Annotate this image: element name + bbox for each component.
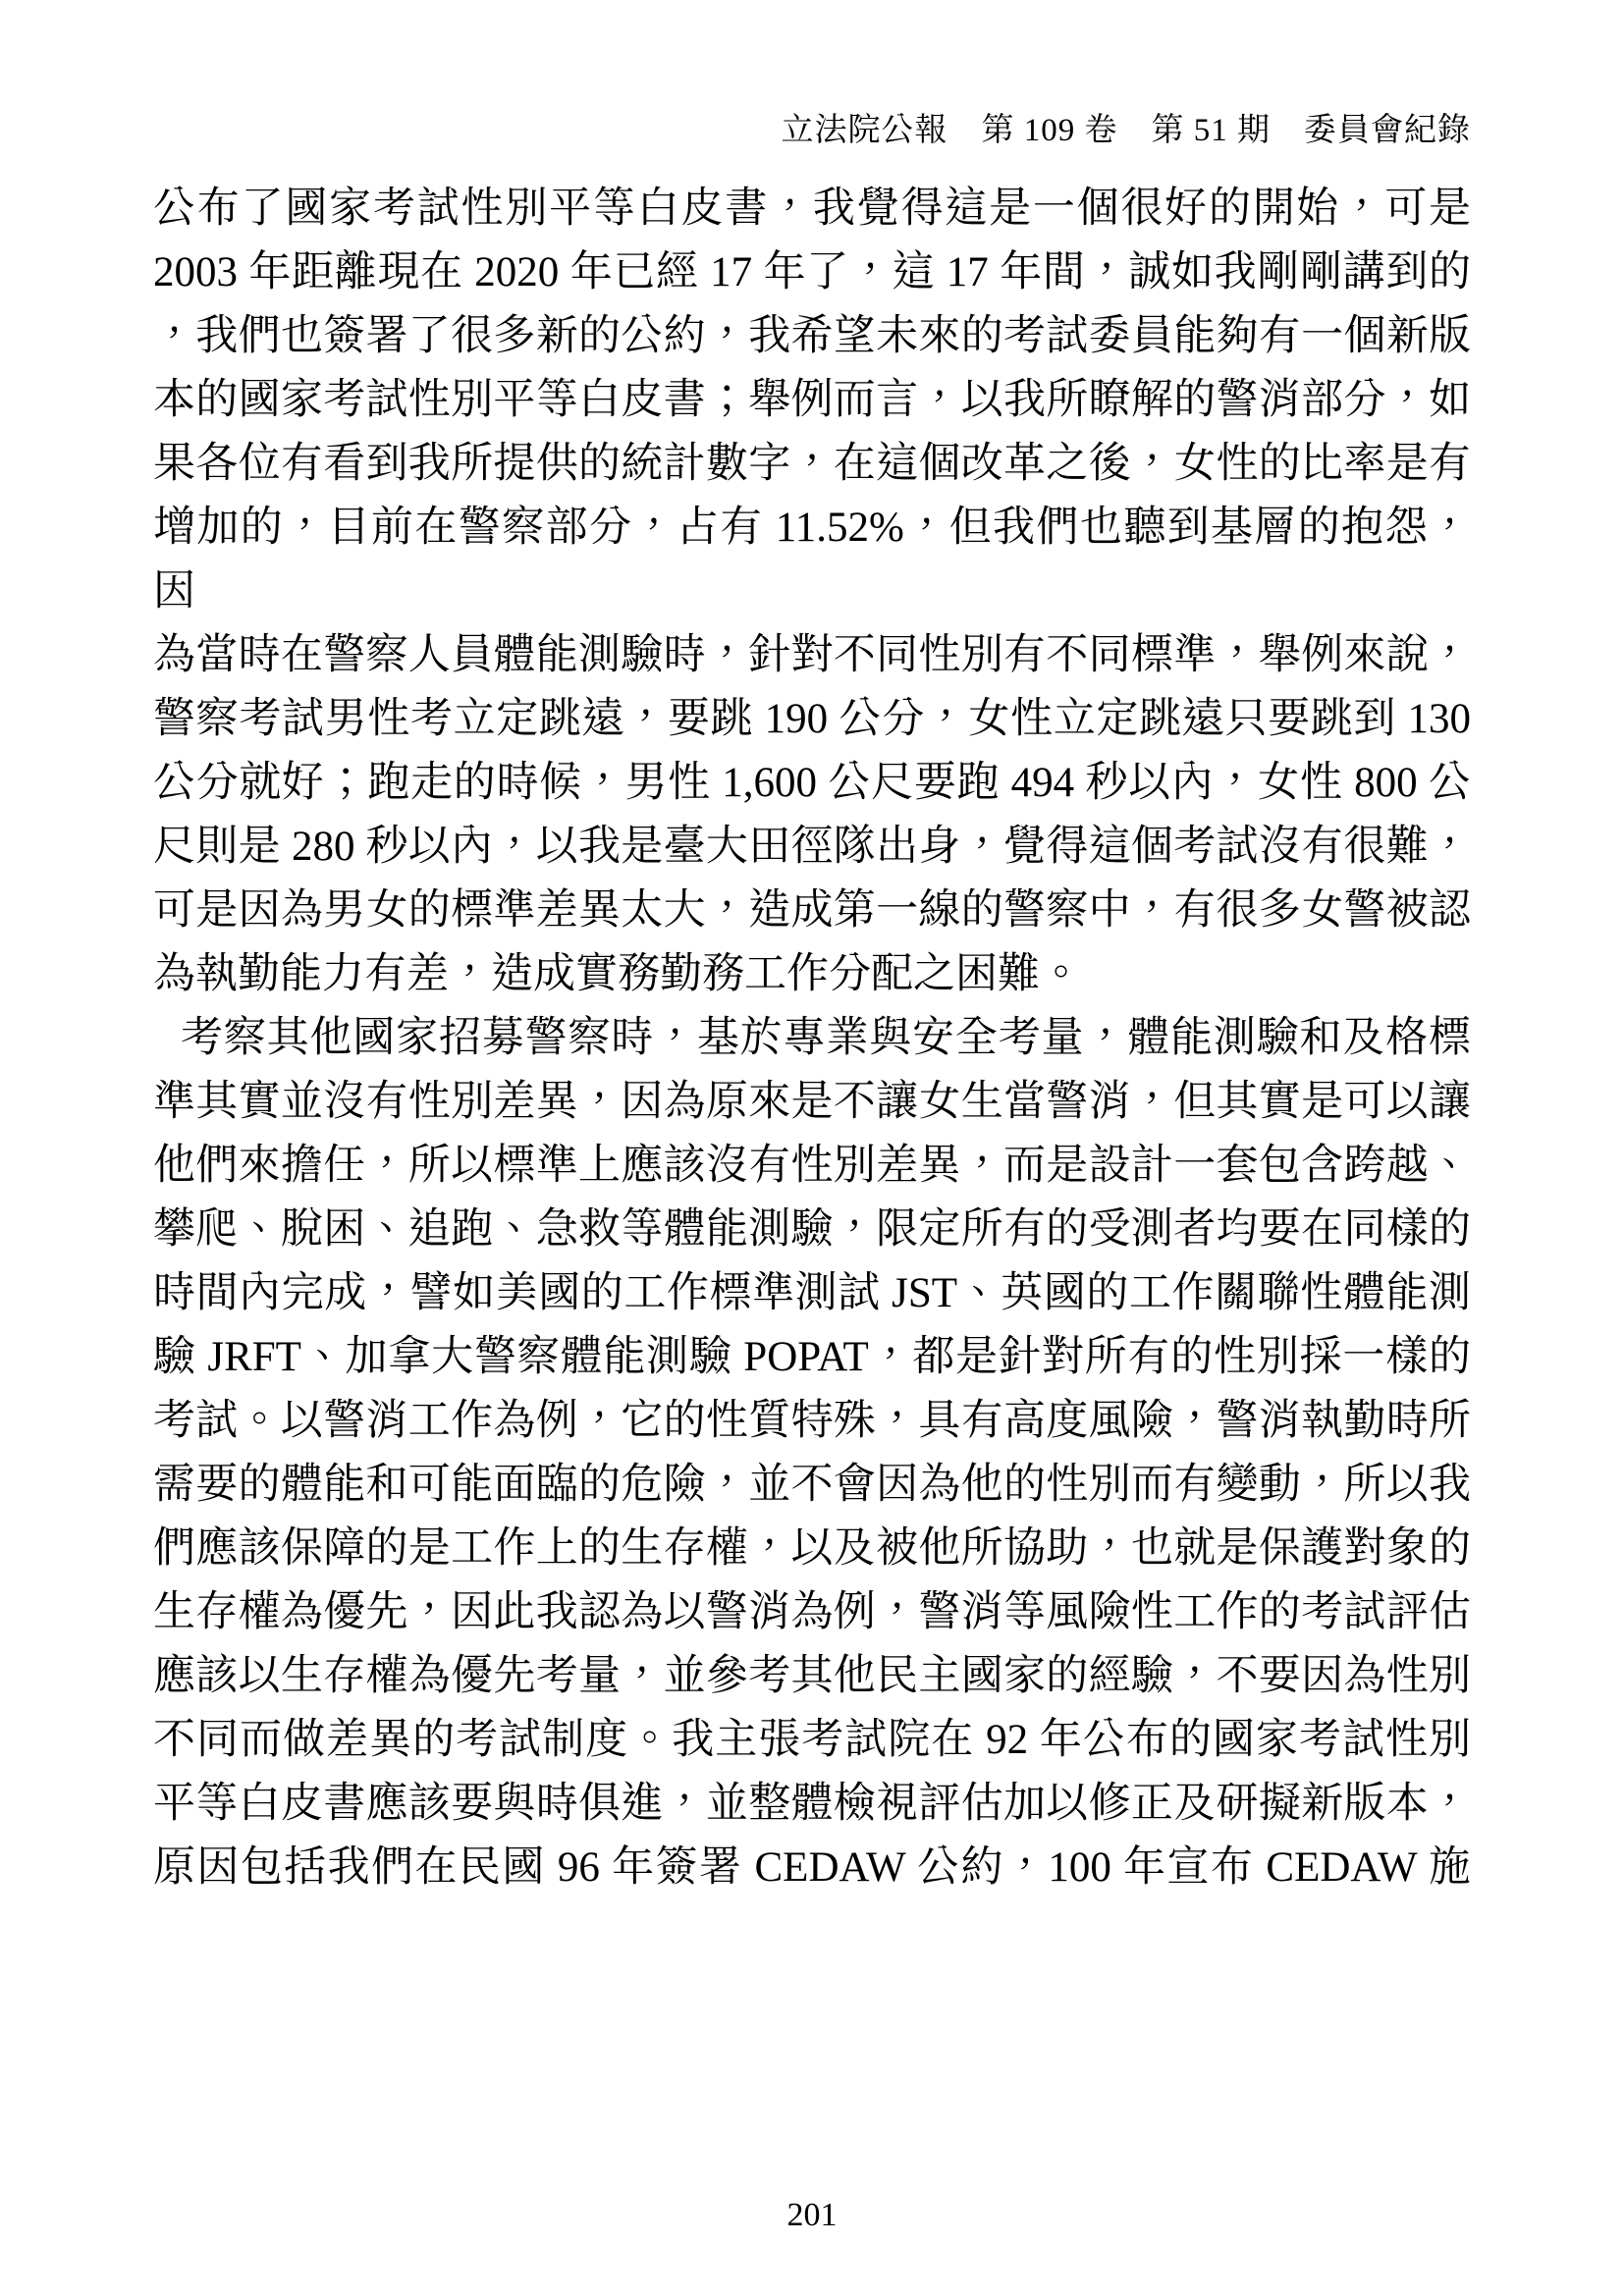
text-line: 公布了國家考試性別平等白皮書，我覺得這是一個很好的開始，可是	[153, 186, 1471, 232]
text-line: 公分就好；跑走的時候，男性 1,600 公尺要跑 494 秒以內，女性 800 公	[153, 760, 1471, 806]
text-line: 尺則是 280 秒以內，以我是臺大田徑隊出身，覺得這個考試沒有很難，	[153, 824, 1471, 870]
text-line: 準其實並沒有性別差異，因為原來是不讓女生當警消，但其實是可以讓	[153, 1079, 1471, 1125]
text-line: 可是因為男女的標準差異太大，造成第一線的警察中，有很多女警被認	[153, 887, 1471, 934]
text-line: 應該以生存權為優先考量，並參考其他民主國家的經驗，不要因為性別	[153, 1653, 1471, 1699]
text-line: 需要的體能和可能面臨的危險，並不會因為他的性別而有變動，所以我	[153, 1462, 1471, 1508]
document-body	[153, 177, 1471, 1899]
paragraph	[153, 177, 1471, 1006]
paragraph	[153, 1006, 1471, 1899]
text-line: 增加的，目前在警察部分，占有 11.52%，但我們也聽到基層的抱怨，因	[153, 505, 1471, 614]
text-line: 考察其他國家招募警察時，基於專業與安全考量，體能測驗和及格標	[181, 1015, 1471, 1061]
text-line: 生存權為優先，因此我認為以警消為例，警消等風險性工作的考試評估	[153, 1589, 1471, 1635]
text-line: 原因包括我們在民國 96 年簽署 CEDAW 公約，100 年宣布 CEDAW 施	[153, 1844, 1471, 1891]
text-line: 為當時在警察人員體能測驗時，針對不同性別有不同標準，舉例來說，	[153, 632, 1471, 678]
text-line: 攀爬、脫困、追跑、急救等體能測驗，限定所有的受測者均要在同樣的	[153, 1206, 1471, 1253]
text-line: ，我們也簽署了很多新的公約，我希望未來的考試委員能夠有一個新版	[153, 313, 1471, 359]
text-line: 本的國家考試性別平等白皮書；舉例而言，以我所瞭解的警消部分，如	[153, 377, 1471, 423]
text-line: 考試。以警消工作為例，它的性質特殊，具有高度風險，警消執勤時所	[153, 1398, 1471, 1444]
header-title: 立法院公報 第 109 卷 第 51 期 委員會紀錄	[781, 113, 1471, 148]
page-number: 201	[786, 2197, 838, 2233]
text-line: 警察考試男性考立定跳遠，要跳 190 公分，女性立定跳遠只要跳到 130	[153, 696, 1471, 742]
page-footer	[0, 2195, 1624, 2236]
text-line: 果各位有看到我所提供的統計數字，在這個改革之後，女性的比率是有	[153, 441, 1471, 487]
text-line: 他們來擔任，所以標準上應該沒有性別差異，而是設計一套包含跨越、	[153, 1143, 1471, 1189]
text-line: 2003 年距離現在 2020 年已經 17 年了，這 17 年間，誠如我剛剛講到的	[153, 249, 1471, 295]
text-line: 們應該保障的是工作上的生存權，以及被他所協助，也就是保護對象的	[153, 1525, 1471, 1572]
text-line: 不同而做差異的考試制度。我主張考試院在 92 年公布的國家考試性別	[153, 1717, 1471, 1763]
text-line: 時間內完成，譬如美國的工作標準測試 JST、英國的工作關聯性體能測	[153, 1270, 1471, 1316]
page-header	[153, 110, 1471, 151]
text-line: 驗 JRFT、加拿大警察體能測驗 POPAT，都是針對所有的性別採一樣的	[153, 1334, 1471, 1380]
text-line: 為執勤能力有差，造成實務勤務工作分配之困難。	[153, 951, 1082, 997]
text-line: 平等白皮書應該要與時俱進，並整體檢視評估加以修正及研擬新版本，	[153, 1781, 1471, 1827]
